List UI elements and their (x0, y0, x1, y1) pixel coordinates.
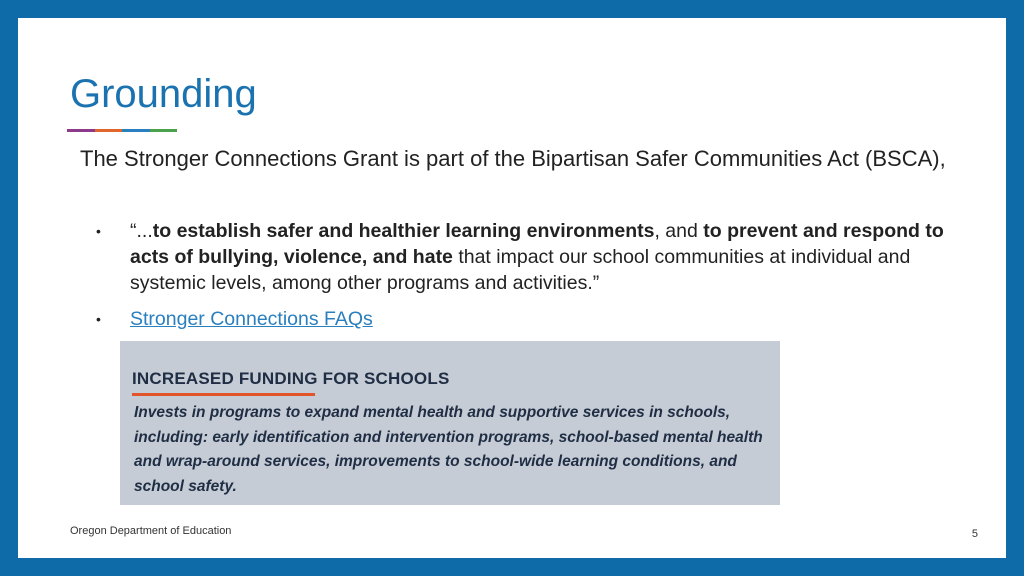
quote-bold-1: to establish safer and healthier learning environments (152, 220, 655, 242)
accent-segment (67, 129, 95, 132)
faq-link[interactable]: Stronger Connections FAQs (130, 308, 373, 330)
image-heading: INCREASED FUNDING FOR SCHOOLS (132, 369, 450, 388)
image-body-text: Invests in programs to expand mental health and supportive services in schools, including: early identification and intervention programs, school-based mental health and wrap-around services, improvements to school-wide learning conditions, and school safety. (134, 404, 763, 495)
title-accent-bar (67, 129, 177, 132)
link-bullet (88, 306, 988, 332)
footer-organization: Oregon Department of Education (70, 525, 232, 537)
quote-bold-2: to prevent and respond to acts of bullying, violence, and hate (130, 220, 944, 268)
quote-rest: that impact our school communities at individual and systemic levels, among other programs and activities.” (130, 246, 911, 294)
funding-image (120, 341, 780, 505)
slide (18, 18, 1006, 558)
accent-segment (122, 129, 150, 132)
page-number: 5 (971, 528, 978, 540)
quote-open: “... (130, 220, 153, 242)
quote-mid: , and (654, 220, 704, 242)
accent-segment (150, 129, 178, 132)
quote-bullet (88, 218, 988, 296)
bullet-dot: • (96, 223, 101, 239)
intro-text: The Stronger Connections Grant is part of the Bipartisan Safer Communities Act (BSCA), (80, 146, 946, 171)
accent-segment (95, 129, 123, 132)
bullet-dot: • (96, 311, 101, 327)
slide-title: Grounding (70, 72, 257, 116)
bullet-list (88, 218, 988, 342)
image-heading-underline (132, 393, 315, 396)
